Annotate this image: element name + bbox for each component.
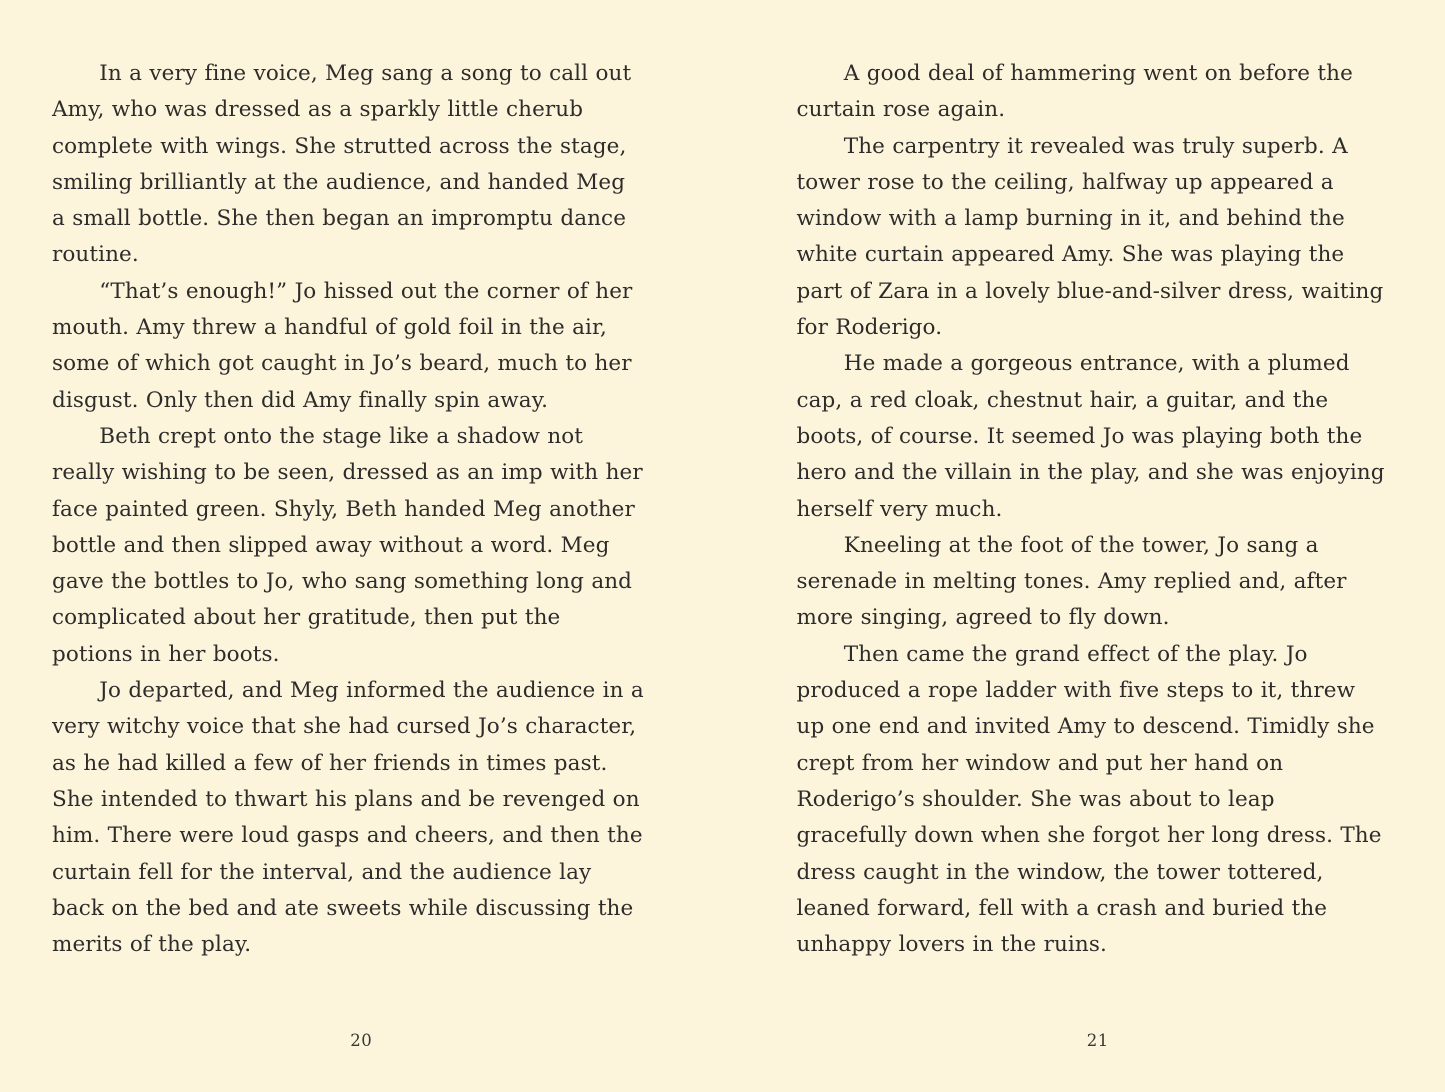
paragraph: Jo departed, and Meg informed the audience in a very witchy voice that she had cursed Jo’s character, as he had killed a few of her friends in times past. She intended to thwart his plans and be revenged on him. There were loud gasps and cheers, and then the curtain fell for the interval, and the audience lay back on the bed and ate sweets while discussing the merits of the play.	[52, 678, 644, 958]
page-number-right: 21	[1086, 1031, 1109, 1050]
paragraph: “That’s enough!” Jo hissed out the corner of her mouth. Amy threw a handful of gold foil in the air, some of which got caught in Jo’s beard, much to her disgust. Only then did Amy finally spin away.	[52, 278, 633, 413]
right-page	[723, 0, 1445, 1092]
page-number-left: 20	[350, 1031, 373, 1050]
paragraph: Then came the grand effect of the play. Jo produced a rope ladder with five steps to it, threw up one end and invited Amy to descend. Timidly she crept from her window and put her hand on Roderigo’s shoulder. She was about to leap gracefully down when she forgot her long dress. The dress caught in the window, the tower tottered, leaned forward, fell with a crash and buried the unhappy lovers in the ruins.	[796, 641, 1382, 958]
left-page-text	[52, 56, 645, 963]
paragraph: A good deal of hammering went on before the curtain rose again.	[796, 61, 1353, 123]
right-page-text	[797, 56, 1386, 963]
paragraph: Beth crept onto the stage like a shadow not really wishing to be seen, dressed as an imp with her face painted green. Shyly, Beth handed Meg another bottle and then slipped away without a word. Meg gave the bottles to Jo, who sang something long and complicated about her gratitude, then put the potions in her boots.	[52, 423, 643, 667]
paragraph: Kneeling at the foot of the tower, Jo sang a serenade in melting tones. Amy replied and, after more singing, agreed to fly down.	[796, 532, 1347, 631]
paragraph: The carpentry it revealed was truly superb. A tower rose to the ceiling, halfway up appeared a window with a lamp burning in it, and behind the white curtain appeared Amy. She was playing the part of Zara in a lovely blue-and-silver dress, waiting for Roderigo.	[796, 133, 1384, 341]
paragraph: He made a gorgeous entrance, with a plumed cap, a red cloak, chestnut hair, a guitar, and the boots, of course. It seemed Jo was playing both the hero and the villain in the play, and she was enjoying herself very much.	[796, 351, 1385, 522]
paragraph: In a very fine voice, Meg sang a song to call out Amy, who was dressed as a sparkly little cherub complete with wings. She strutted across the stage, smiling brilliantly at the audience, and handed Meg a small bottle. She then began an impromptu dance routine.	[52, 61, 632, 268]
